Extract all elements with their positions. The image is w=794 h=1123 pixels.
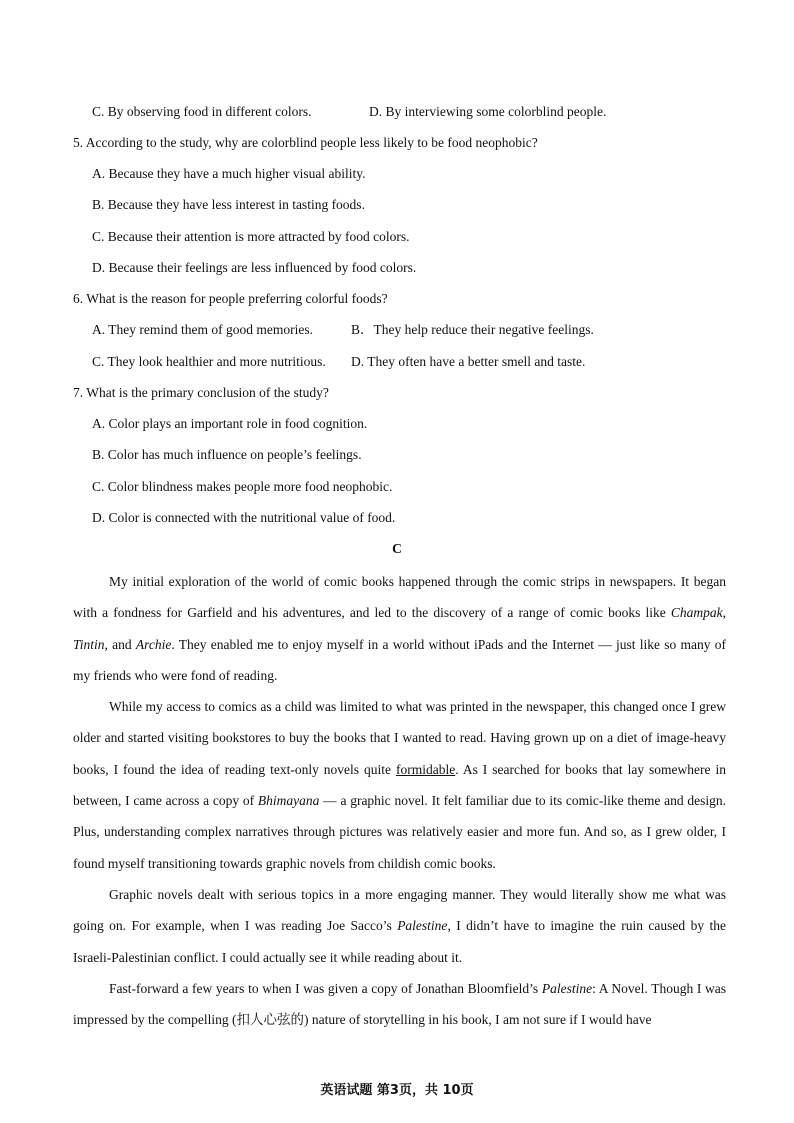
underlined-word: formidable [395, 761, 456, 777]
q7-option-c: C. Color blindness makes people more food neophobic. [92, 479, 393, 494]
q5-option-a: A. Because they have a much higher visual ability. [92, 166, 366, 181]
q4-option-d: D. By interviewing some colorblind people. [369, 104, 607, 119]
q6-option-b: B．They help reduce their negative feelings. [351, 322, 594, 337]
q6-option-a: A. They remind them of good memories. [92, 322, 313, 337]
question-7-stem: 7. What is the primary conclusion of the study? [73, 385, 329, 400]
q7-option-a: A. Color plays an important role in food cognition. [92, 416, 368, 431]
book-title: Tintin [73, 636, 105, 652]
book-title: Palestine [541, 980, 593, 996]
page-footer: 英语试题 第3页，共 10页 [320, 1083, 474, 1098]
q4-option-c: C. By observing food in different colors. [92, 104, 312, 119]
q5-option-d: D. Because their feelings are less influenced by food colors. [92, 260, 417, 275]
reading-passage [73, 566, 726, 1035]
q5-option-c: C. Because their attention is more attracted by food colors. [92, 229, 410, 244]
question-6-stem: 6. What is the reason for people preferring colorful foods? [73, 291, 388, 306]
passage-paragraph-2: While my access to comics as a child was limited to what was printed in the newspaper, this changed once I grew older and started visiting bookstores to buy the books that I wanted to read. Having grown up on a diet of image-heavy books, I found the idea of reading text-only novels quite formidable. As I searched for books that lay somewhere in between, I came across a copy of Bhimayana — a graphic novel. It felt familiar due to its comic-like theme and design. Plus, understanding complex narratives through pictures was relatively easier and more fun. And so, as I grew older, I found myself transitioning towards graphic novels from childish comic books. [73, 699, 726, 871]
passage-paragraph-4: Fast-forward a few years to when I was given a copy of Jonathan Bloomfield’s Palestine: A Novel. Though I was impressed by the compelling (扣人心弦的) nature of storytelling in his book, I am not sure if I would have [73, 980, 726, 1028]
q7-option-d: D. Color is connected with the nutritional value of food. [92, 510, 396, 525]
book-title: Champak [670, 605, 723, 621]
section-heading: C [392, 541, 402, 556]
q6-option-c: C. They look healthier and more nutritious. [92, 354, 326, 369]
passage-paragraph-3: Graphic novels dealt with serious topics in a more engaging manner. They would literally show me what was going on. For example, when I was reading Joe Sacco’s Palestine, I didn’t have to imagine the ruin caused by the Israeli-Palestinian conflict. I could actually see it while reading about it. [73, 886, 726, 965]
book-title: Bhimayana [257, 793, 320, 809]
book-title: Archie [135, 636, 172, 652]
passage-paragraph-1: My initial exploration of the world of comic books happened through the comic strips in newspapers. It began with a fondness for Garfield and his adventures, and led to the discovery of a range of comic books like Champak, Tintin, and Archie. They enabled me to enjoy myself in a world without iPads and the Internet — just like so many of my friends who were fond of reading. [73, 574, 726, 683]
book-title: Palestine [397, 918, 448, 934]
q7-option-b: B. Color has much influence on people’s feelings. [92, 447, 362, 462]
question-5-stem: 5. According to the study, why are colorblind people less likely to be food neophobic? [73, 135, 538, 150]
q6-option-d: D. They often have a better smell and taste. [351, 354, 586, 369]
q5-option-b: B. Because they have less interest in tasting foods. [92, 197, 365, 212]
